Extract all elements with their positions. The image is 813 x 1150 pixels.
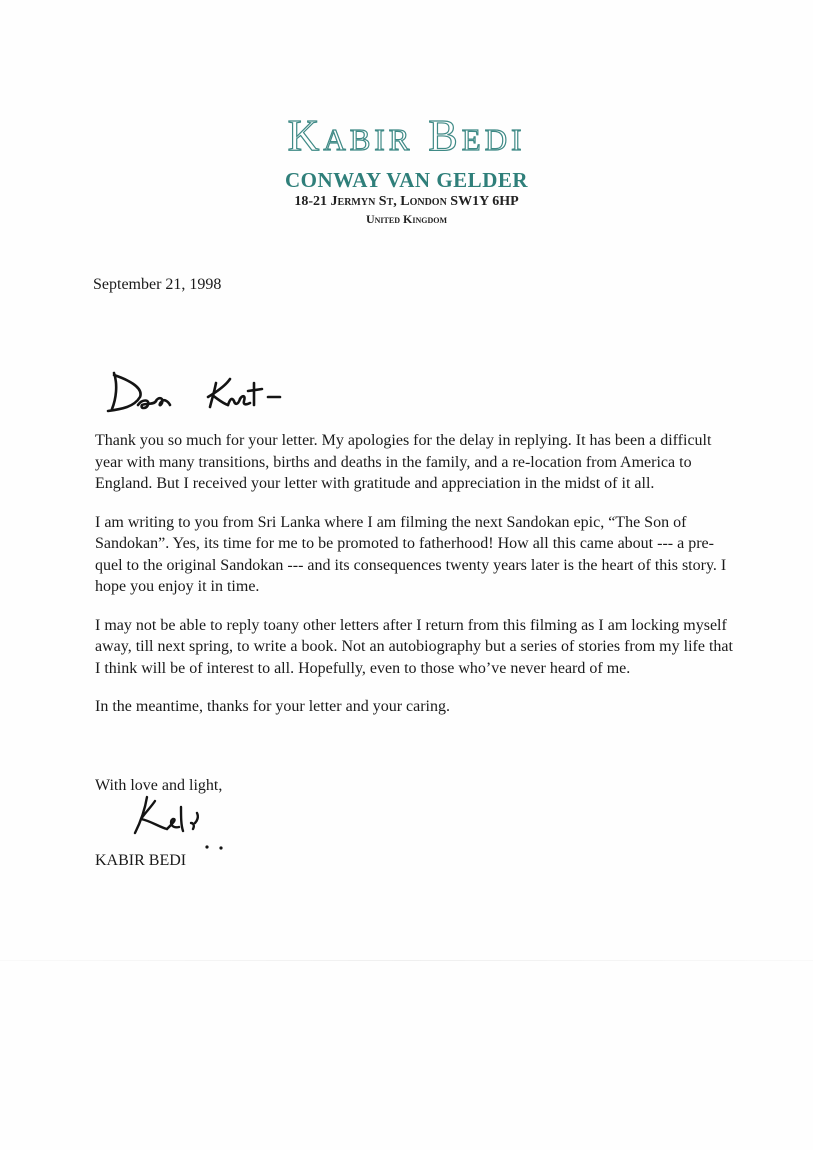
handwritten-salutation — [104, 365, 304, 425]
letter-body — [95, 430, 735, 735]
signer-name: KABIR BEDI — [95, 852, 187, 869]
letterhead-address: 18-21 Jermyn St, London SW1Y 6HP — [294, 194, 519, 209]
handwritten-signature — [125, 793, 245, 853]
letterhead-name: Kabir Bedi — [287, 111, 526, 160]
letter-date: September 21, 1998 — [93, 276, 222, 293]
body-paragraph: I may not be able to reply toany other letters after I return from this filming as I am locking myself away, till next spring, to write a book. Not an autobiography but a series of stories from my life that I think will be of interest to all. Hopefully, even to those who’ve never heard of me. — [95, 616, 733, 677]
body-paragraph: In the meantime, thanks for your letter and your caring. — [95, 698, 450, 715]
letterhead-agency: CONWAY VAN GELDER — [284, 168, 529, 192]
letterhead-country: United Kingdom — [365, 212, 447, 226]
paper-fold-line — [0, 960, 813, 961]
letter-closing: With love and light, — [95, 777, 223, 794]
body-paragraph: Thank you so much for your letter. My apologies for the delay in replying. It has been a difficult year with many transitions, births and deaths in the family, and a re-location from America to England. But I received your letter with gratitude and appreciation in the midst of it all. — [95, 432, 712, 492]
body-paragraph: I am writing to you from Sri Lanka where I am filming the next Sandokan epic, “The Son of Sandokan”. Yes, its time for me to be promoted to fatherhood! How all this came about --- a pre-quel to the original Sandokan --- and its consequences twenty years later is the heart of this story. I hope you enjoy it in time. — [95, 513, 727, 595]
